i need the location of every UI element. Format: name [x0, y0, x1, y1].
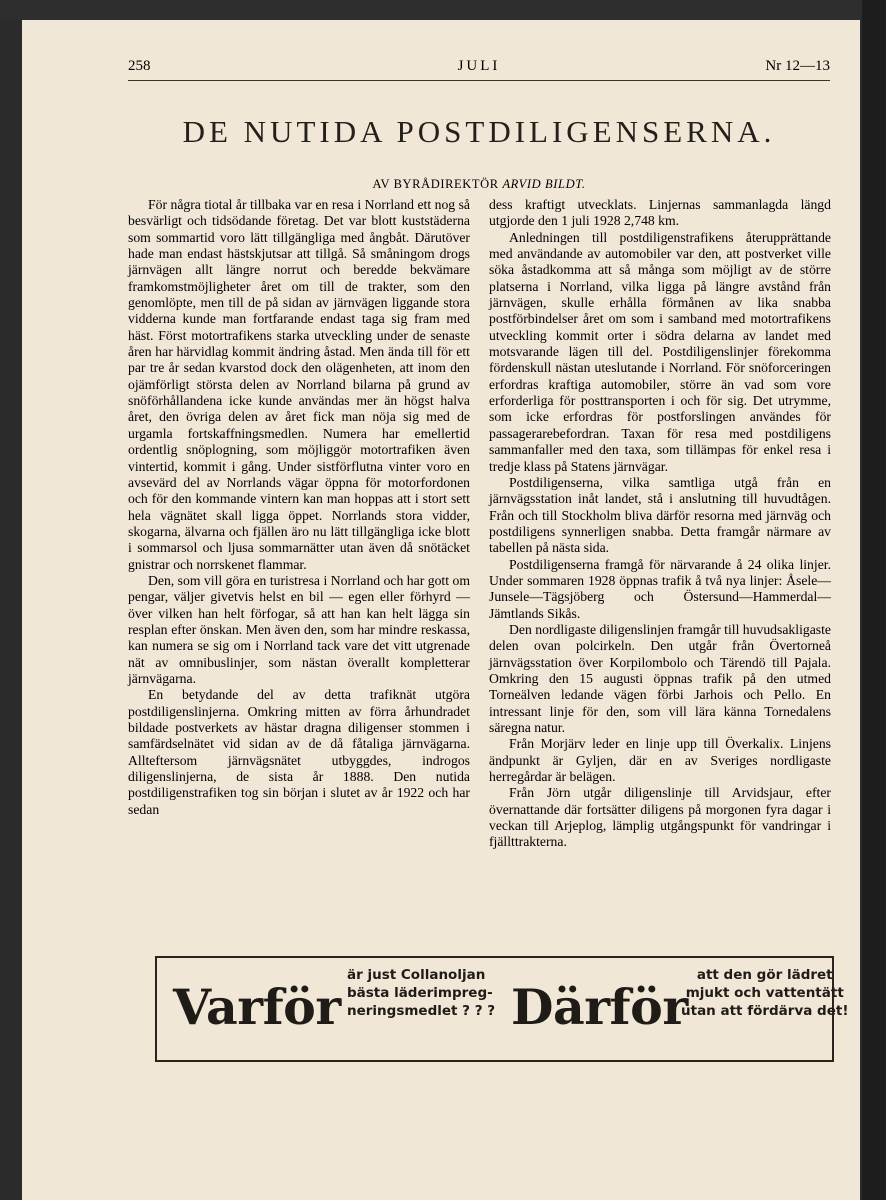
paragraph: En betydande del av detta trafiknät utgöra postdiligenslinjerna. Omkring mitten av förra århundradet bildade postverkets av hästar dragna diligenser stommen i samfärdselnätet vid sidan av de då fåtaliga järnvägarna. Allteftersom järnvägsnätet utbyggdes, indrogos diligenslinjerna, de sista år 1888. Den nutida postdiligenstrafiken tog sin början i slutet av år 1922 och har sedan [128, 687, 470, 817]
paragraph: För några tiotal år tillbaka var en resa i Norrland ett nog så besvärligt och tidsödande företag. Det var blott kuststäderna som sommartid voro lätt tillgängliga med ångbåt. Därutöver hade man endast hästskjutsar att tillgå. Så småningom drogs järnvägen allt längre norrut och beredde bekvämare framkomstmöjligheter året om till de trakter, som den genomlöpte, men till de på sidan av järnvägen liggande stora vidderna kunde man fortfarande endast taga sig fram med häst. Först motortrafikens starka utveckling under de senaste åren har härvidlag kommit ändring åstad. Men ända till för ett par tre år sedan kvarstod dock den olägenheten, att inom den ojämförligt största delen av Norrland bilarna på grund av snöförhållandena icke kunde användas mer än högst halva året, den övriga delen av året fick man nöja sig med de urgamla fortskaffningsmedlen. Numera har emellertid ordentlig snöplogning, som möjliggör motortrafiken även vintertid, kommit i gång. Under sistförflutna vinter voro en avsevärd del av Norrlands vägar öppna för motorfordonen och för den kommande vintern kan man hoppas att i stort sett hela vägnätet skall ligga öppet. Norrlands stora vidder, skogarna, älvarna och fjällen äro nu lätt tillgängliga icke blott i sommarsol och ljusa sommarnätter utan även då snötäcket gnistrar och norrskenet flammar. [128, 197, 470, 572]
byline [128, 177, 830, 192]
paragraph: Postdiligenserna, vilka samtliga utgå från en järnvägsstation inåt landet, stå i anslutning till huvudtågen. Från och till Stockholm bliva därför resorna med järnväg och postdiligens synnerligen snabba. Detta framgår närmare av tabellen på nästa sida. [489, 474, 831, 556]
paragraph: Anledningen till postdiligenstrafikens återupprättande med användande av automobiler var den, att postverket ville söka åstadkomma att så många som möjligt av de större platserna i Norrland, vilka ligga på längre avstånd från järnvägen, skulle erhålla förmånen av lika snabba postförbindelser året om som i samband med motortrafikens utveckling kommit orter i södra delarna av landet med motsvarande lägen till del. Postdiligenslinjer förekomma fördenskull nästan uteslutande i Norrland. För snöforceringen erfordras kraftiga automobiler, större än vad som vore erforderliga för posttransporten i och för sig. Det utrymme, som icke erfordras för postforslingen användes för passagerarebefordran. Taxan för resa med postdiligens sammanfaller med den taxa, som tillämpas för enkel resa i tredje klass på Statens järnvägar. [489, 229, 831, 474]
page-number: 258 [128, 58, 151, 74]
ad-line: mjukt och vattentätt [685, 985, 844, 1001]
month-label: JULI [457, 58, 501, 74]
paragraph: dess kraftigt utvecklats. Linjernas sammanlagda längd utgjorde den 1 juli 1928 2,748 km. [489, 197, 831, 229]
paragraph: Postdiligenserna framgå för närvarande å 24 olika linjer. Under sommaren 1928 öppnas trafik å två nya linjer: Åsele—Junsele—Tägsjöberg och Östersund—Hammerdal—Jämtlands Sikås. [489, 556, 831, 621]
text-column-right [489, 197, 831, 851]
paragraph: Den, som vill göra en turistresa i Norrland och har gott om pengar, väljer givetvis helst en bil — egen eller förhyrd — över vilken han helt förfogar, så att han kan helt lägga sin resplan efter önskan. Men även den, som har mindre reskassa, kan numera se sig om i Norrland tack vare det vitt utgrenade nät av omnibuslinjer, som nästan överallt kompletterar järnvägarna. [128, 572, 470, 686]
text-column-left [128, 197, 470, 818]
ad-line: att den gör lädret [696, 967, 833, 983]
byline-prefix: AV BYRÅDIREKTÖR [372, 177, 499, 191]
ad-word-darfor: Därför [511, 978, 688, 1036]
ad-text-left [347, 966, 495, 1020]
ad-word-varfor: Varför [173, 978, 341, 1036]
running-header [128, 58, 830, 81]
scan-background-edge [862, 0, 886, 1200]
paragraph: Den nordligaste diligenslinjen framgår till huvudsakligaste delen ovan polcirkeln. Den utgår från Övertorneå järnvägsstation över Korpilombolo och Tärendö till Pajala. Omkring den 15 augusti öppnas trafik på den utmed Torneälven ledande vägen förbi Jarhois och Pello. En intressant linje för den, som vill lära känna Tornedalens säregna natur. [489, 621, 831, 735]
ad-text-right [681, 966, 848, 1020]
issue-number: Nr 12—13 [765, 58, 830, 74]
ad-line: utan att fördärva det! [681, 1003, 849, 1019]
author-name: ARVID BILDT. [502, 177, 586, 191]
scan-background-top [0, 0, 886, 20]
ad-line: är just Collanoljan [347, 967, 486, 983]
ad-line: neringsmedlet ? ? ? [347, 1003, 496, 1019]
paragraph: Från Morjärv leder en linje upp till Överkalix. Linjens ändpunkt är Gyljen, där en av Sveriges nordligaste herregårdar är belägen. [489, 736, 831, 785]
advertisement-box [155, 956, 849, 1062]
ad-line: bästa läderimpreg- [347, 985, 493, 1001]
article-title: DE NUTIDA POSTDILIGENSERNA. [182, 114, 776, 149]
paragraph: Från Jörn utgår diligenslinje till Arvidsjaur, efter övernattande där fortsätter diligens på morgonen fyra dagar i veckan till Arjeplog, lämplig utgångspunkt för vandringar i fjällttrakterna. [489, 785, 831, 850]
